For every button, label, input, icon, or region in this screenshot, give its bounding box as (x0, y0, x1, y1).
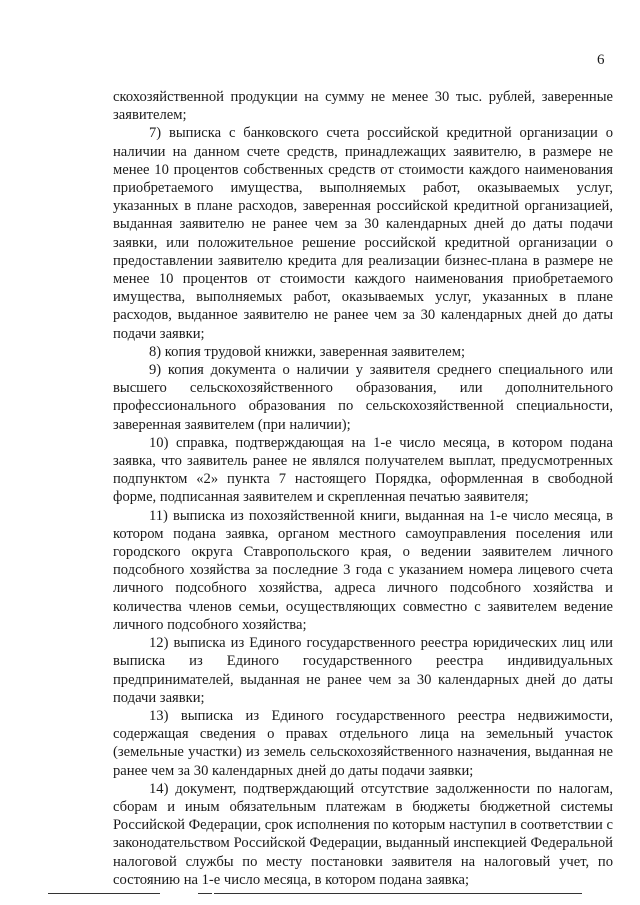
footer-rule-mark (198, 893, 212, 894)
paragraph-item-13: 13) выписка из Единого государственного реестра недвижимости, содержащая сведения о правах отдельного лица на земельный участок (земельные участки) из земель сельскохозяйственного назначения, выданная не ранее чем за 30 календарных дней до даты подачи заявки; (113, 707, 613, 779)
footer-rule-left (48, 893, 160, 894)
paragraph-item-14: 14) документ, подтверждающий отсутствие задолженности по налогам, сборам и иным обязательным платежам в бюджеты бюджетной системы Российской Федерации, срок исполнения по которым наступил в соответствии с законодательством Российской Федерации, выданный инспекцией Федеральной налоговой службы по месту постановки заявителя на налоговый учет, по состоянию на 1-е число месяца, в котором подана заявка; (113, 780, 613, 888)
page-number: 6 (597, 52, 605, 68)
paragraph-item-11: 11) выписка из похозяйственной книги, выданная на 1-е число месяца, в котором подана заявка, органом местного самоуправления поселения или городского округа Ставропольского края, о ведении заявителем личного подсобного хозяйства за последние 3 года с указанием номера лицевого счета личного подсобного хозяйства, адреса личного подсобного хозяйства и количества членов семьи, осуществляющих совместно с заявителем ведение личного подсобного хозяйства; (113, 507, 613, 633)
footer-rule-right (214, 893, 582, 894)
paragraph-item-7: 7) выписка с банковского счета российской кредитной организации о наличии на данном счете средств, принадлежащих заявителю, в размере не менее 10 процентов собственных средств от стоимости каждого наименования приобретаемого имущества, выполняемых работ, оказываемых услуг, указанных в плане расходов, заверенная российской кредитной организацией, выданная заявителю не ранее чем за 30 календарных дней до даты подачи заявки, или положительное решение российской кредитной организации о предоставлении заявителю кредита для реализации бизнес-плана в размере не менее 10 процентов от стоимости каждого наименования приобретаемого имущества, выполняемых работ, оказываемых услуг, указанных в плане расходов, выданное заявителю не ранее чем за 30 календарных дней до даты подачи заявки; (113, 125, 613, 342)
paragraph-item-10: 10) справка, подтверждающая на 1-е число месяца, в котором подана заявка, что заявитель ранее не являлся получателем выплат, предусмотренных подпунктом «2» пункта 7 настоящего Порядка, оформленная в свободной форме, подписанная заявителем и скрепленная печатью заявителя; (113, 434, 613, 506)
paragraph-item-12: 12) выписка из Единого государственного реестра юридических лиц или выписка из Единого государственного реестра индивидуальных предпринимателей, выданная не ранее чем за 30 календарных дней до даты подачи заявки; (113, 635, 613, 706)
document-body (113, 88, 613, 889)
paragraph-item-8: 8) копия трудовой книжки, заверенная заявителем; (149, 343, 466, 360)
paragraph-item-9: 9) копия документа о наличии у заявителя среднего специального или высшего сельскохозяйственного образования, или дополнительного профессионального образования по сельскохозяйственной специальности, заверенная заявителем (при наличии); (113, 362, 613, 433)
paragraph-continuation: скохозяйственной продукции на сумму не менее 30 тыс. рублей, заверенные заявителем; (113, 89, 613, 124)
